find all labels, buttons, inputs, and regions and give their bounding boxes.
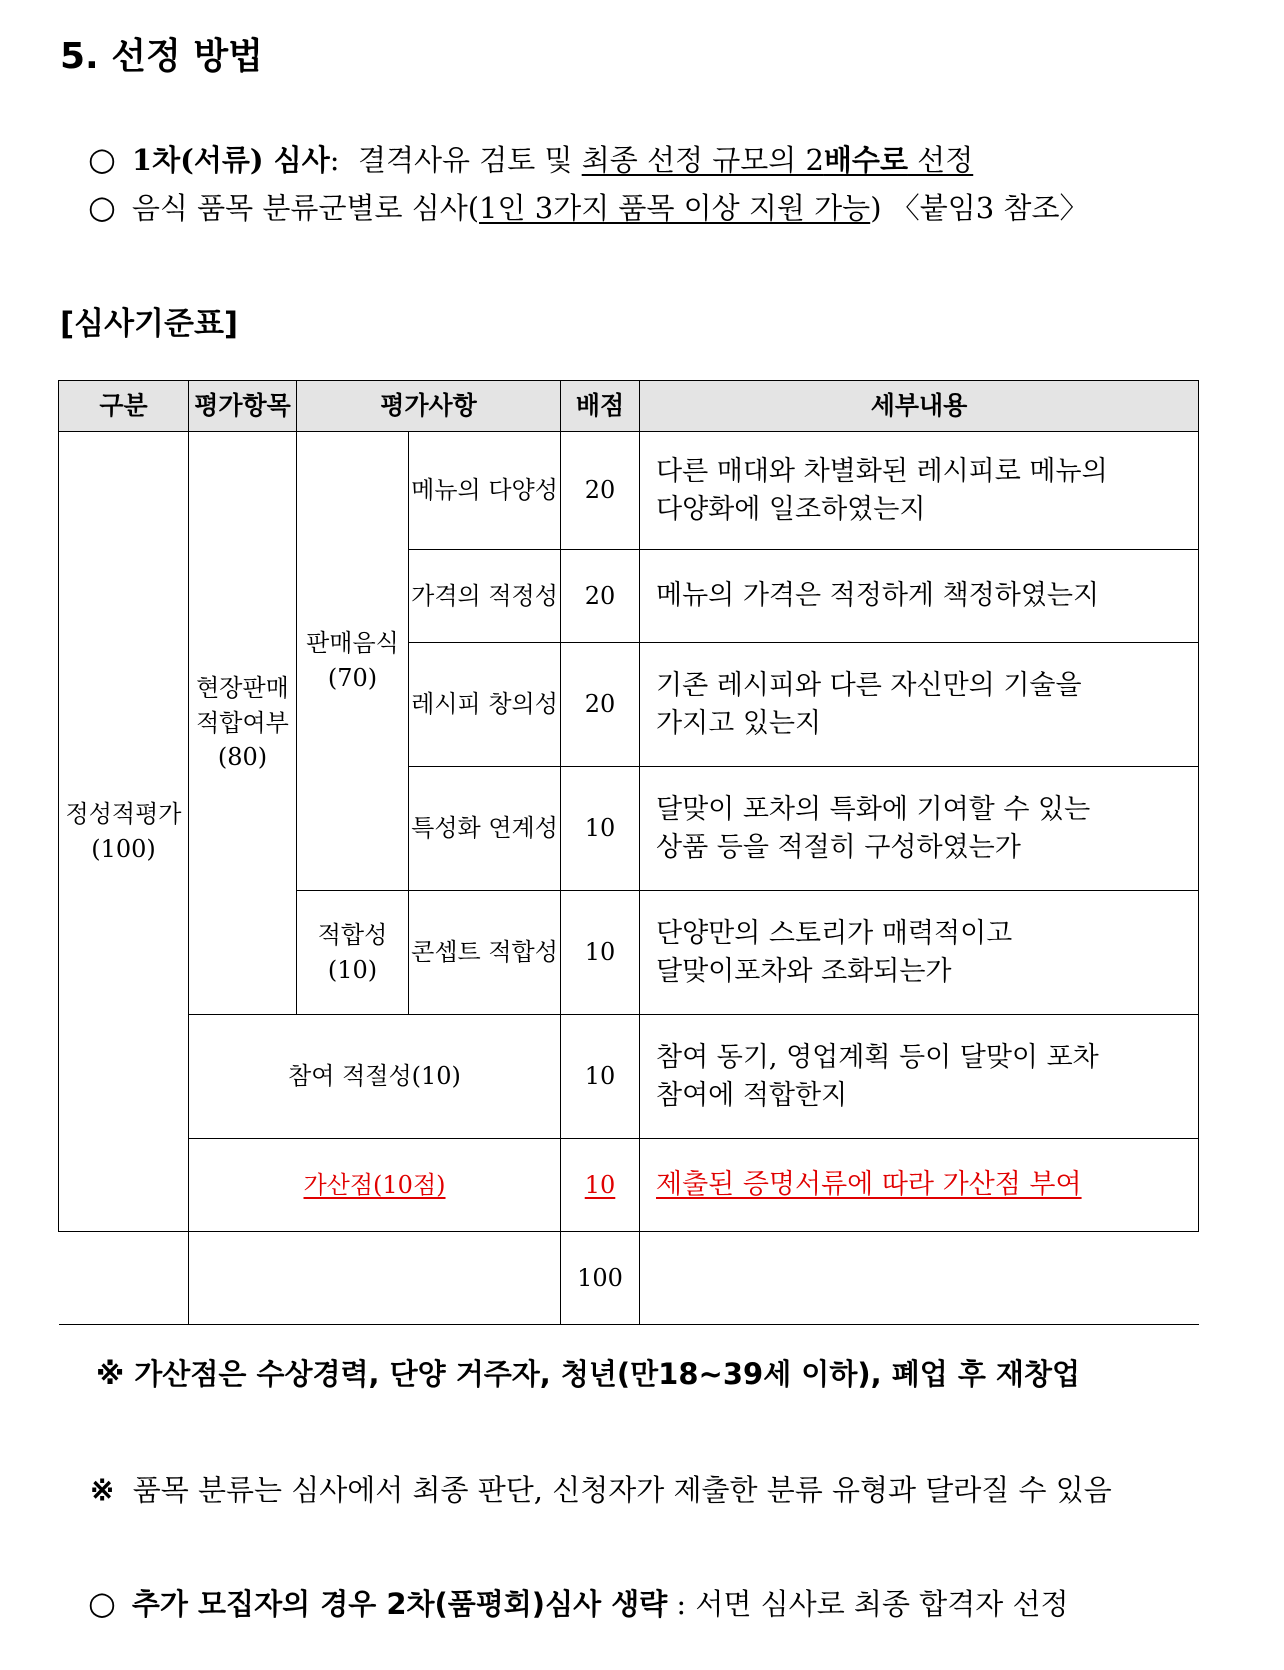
score-cell: 20 — [561, 643, 640, 767]
total-empty-cell — [189, 1232, 561, 1325]
score-cell: 10 — [561, 1015, 640, 1139]
matter-cell: 콘셉트 적합성 — [409, 891, 561, 1015]
matter-cell: 특성화 연계성 — [409, 767, 561, 891]
group-suitability-cell: 적합성 (10) — [297, 891, 409, 1015]
bullet-text-end: 선정 — [907, 143, 974, 177]
score-cell: 20 — [561, 432, 640, 550]
bonus-detail-cell: 제출된 증명서류에 따라 가산점 부여 — [640, 1139, 1199, 1232]
detail-cell: 다른 매대와 차별화된 레시피로 메뉴의 다양화에 일조하였는지 — [640, 432, 1199, 550]
table-row — [59, 1015, 1199, 1139]
circle-bullet-icon: ○ — [88, 140, 116, 178]
item-cell: 현장판매 적합여부 (80) — [189, 432, 297, 1015]
bullet-underlined: 1인 3가지 품목 이상 지원 가능 — [479, 191, 871, 225]
bonus-cell: 가산점(10점) — [189, 1139, 561, 1232]
detail-cell: 단양만의 스토리가 매력적이고 달맞이포차와 조화되는가 — [640, 891, 1199, 1015]
bonus-score-cell: 10 — [561, 1139, 640, 1232]
matter-cell: 레시피 창의성 — [409, 643, 561, 767]
section-title: 5. 선정 방법 — [60, 36, 263, 77]
bullet-bold: 추가 모집자의 경우 2차(품평회)심사 생략 — [131, 1587, 668, 1621]
header-item: 평가항목 — [189, 381, 297, 432]
detail-cell: 메뉴의 가격은 적정하게 책정하였는지 — [640, 550, 1199, 643]
score-cell: 10 — [561, 767, 640, 891]
table-row — [59, 432, 1199, 550]
bullet-first-screening — [88, 138, 973, 179]
bullet-text: 결격사유 검토 및 — [357, 143, 582, 177]
group-food-cell: 판매음식 (70) — [297, 432, 409, 891]
participation-cell: 참여 적절성(10) — [189, 1015, 561, 1139]
category-cell: 정성적평가 (100) — [59, 432, 189, 1232]
bullet-additional-recruit — [88, 1582, 1068, 1623]
total-empty-cell — [640, 1232, 1199, 1325]
bullet-underlined: 최종 선정 규모의 2 — [581, 143, 824, 177]
table-header-row — [59, 381, 1199, 432]
circle-bullet-icon: ○ — [88, 1584, 116, 1622]
bullet-colon: : — [329, 143, 340, 177]
table-total-row — [59, 1232, 1199, 1325]
table-title: [심사기준표] — [60, 306, 239, 342]
score-cell: 20 — [561, 550, 640, 643]
header-score: 배점 — [561, 381, 640, 432]
bullet-text-end: ) 〈붙임3 참조〉 — [870, 191, 1089, 225]
header-matter: 평가사항 — [297, 381, 561, 432]
bullet-text: 음식 품목 분류군별로 심사( — [131, 191, 480, 225]
detail-cell: 달맞이 포차의 특화에 기여할 수 있는 상품 등을 적절히 구성하였는가 — [640, 767, 1199, 891]
matter-cell: 가격의 적정성 — [409, 550, 561, 643]
reference-mark-icon: ※ — [90, 1473, 115, 1507]
detail-cell: 참여 동기, 영업계획 등이 달맞이 포차 참여에 적합한지 — [640, 1015, 1199, 1139]
bullet-label: 1차(서류) 심사 — [131, 143, 330, 177]
note-category-decision: ※ 품목 분류는 심사에서 최종 판단, 신청자가 제출한 분류 유형과 달라질 수 있음 — [90, 1473, 1112, 1507]
note-bonus-points: ※ 가산점은 수상경력, 단양 거주자, 청년(만18~39세 이하), 폐업 후 재창업 — [96, 1357, 1080, 1391]
bullet-bold-underlined: 배수로 — [823, 143, 908, 177]
evaluation-criteria-table — [58, 380, 1199, 1325]
table-row — [59, 1139, 1199, 1232]
bullet-text: : 서면 심사로 최종 합격자 선정 — [667, 1587, 1069, 1621]
score-cell: 10 — [561, 891, 640, 1015]
header-category: 구분 — [59, 381, 189, 432]
total-score-cell: 100 — [561, 1232, 640, 1325]
circle-bullet-icon: ○ — [88, 188, 116, 226]
matter-cell: 메뉴의 다양성 — [409, 432, 561, 550]
header-detail: 세부내용 — [640, 381, 1199, 432]
bullet-category-screening — [88, 186, 1088, 227]
total-empty-cell — [59, 1232, 189, 1325]
detail-cell: 기존 레시피와 다른 자신만의 기술을 가지고 있는지 — [640, 643, 1199, 767]
